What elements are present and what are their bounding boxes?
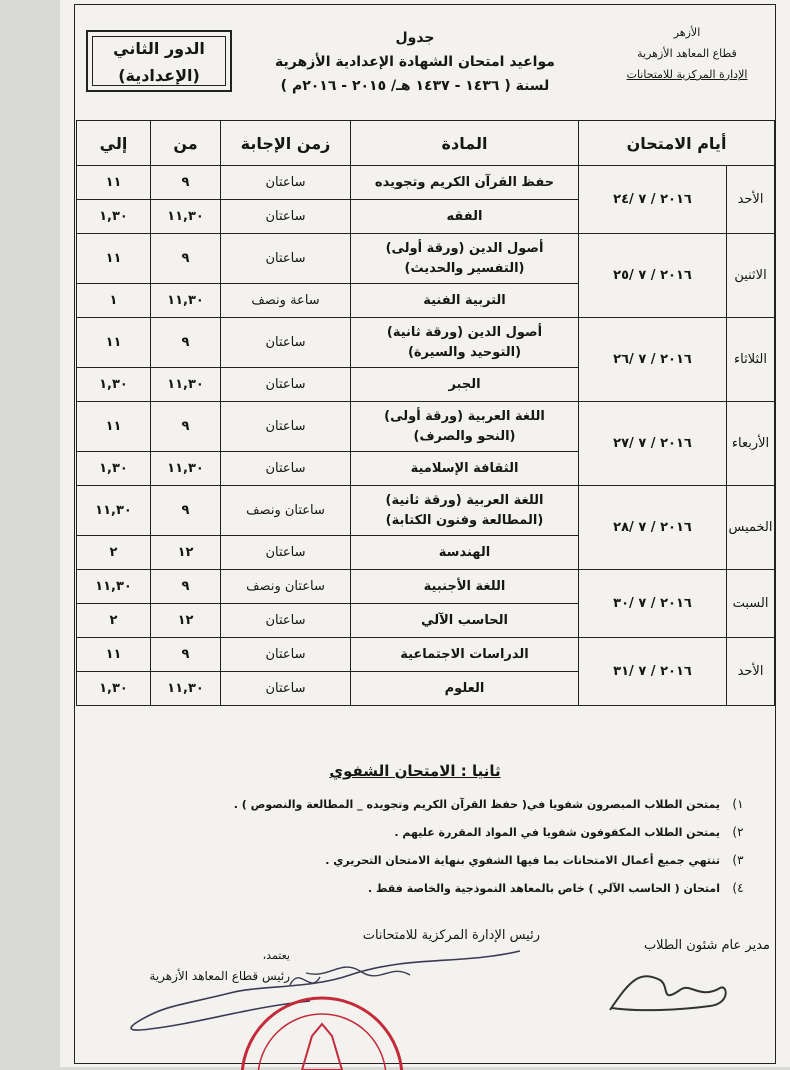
- note-number: ٤): [732, 881, 744, 895]
- duration-cell: ساعتان: [221, 368, 351, 402]
- title-line-1: جدول: [395, 30, 435, 46]
- to-cell: ١١: [77, 638, 151, 672]
- subject-line-1: الجبر: [448, 376, 481, 392]
- header-subject: المادة: [351, 121, 579, 166]
- subject-line-1: أصول الدين (ورقة ثانية): [386, 324, 543, 340]
- signature-approve: يعتمد،: [262, 949, 290, 962]
- day-name-cell: السبت: [727, 570, 775, 638]
- subject-line-1: العلوم: [444, 680, 485, 696]
- date-cell: ٢٠١٦ / ٧ /٣٠: [579, 570, 727, 638]
- date-cell: ٢٠١٦ / ٧ /٢٦: [579, 318, 727, 402]
- day-name-cell: الاثنين: [727, 234, 775, 318]
- signature-left-sub: رئيس قطاع المعاهد الأزهرية: [149, 969, 290, 983]
- subject-line-1: اللغة الأجنبية: [423, 578, 506, 594]
- to-cell: ١١: [77, 234, 151, 284]
- from-cell: ١١,٣٠: [151, 284, 221, 318]
- document-title: [250, 26, 580, 98]
- to-cell: ١١,٣٠: [77, 486, 151, 536]
- to-cell: ١١,٣٠: [77, 570, 151, 604]
- round-line-1: الدور الثاني: [113, 39, 205, 58]
- header-duration: زمن الإجابة: [221, 121, 351, 166]
- org-line-3: الإدارة المركزية للامتحانات: [626, 68, 748, 81]
- table-row: [77, 318, 775, 368]
- exam-schedule-table: [76, 120, 775, 706]
- from-cell: ٩: [151, 166, 221, 200]
- round-line-2: (الإعدادية): [118, 66, 200, 85]
- to-cell: ٢: [77, 604, 151, 638]
- from-cell: ٩: [151, 638, 221, 672]
- from-cell: ١١,٣٠: [151, 672, 221, 706]
- to-cell: ٢: [77, 536, 151, 570]
- to-cell: ١,٣٠: [77, 368, 151, 402]
- exam-round-box: [86, 30, 232, 92]
- table-row: [77, 638, 775, 672]
- from-cell: ١١,٣٠: [151, 368, 221, 402]
- subject-line-1: الهندسة: [438, 544, 491, 560]
- from-cell: ٩: [151, 570, 221, 604]
- to-cell: ١,٣٠: [77, 672, 151, 706]
- subject-cell: [351, 452, 579, 486]
- header-to: إلي: [77, 121, 151, 166]
- subject-cell: [351, 604, 579, 638]
- duration-cell: ساعتان: [221, 166, 351, 200]
- duration-cell: ساعتان: [221, 318, 351, 368]
- subject-line-1: الفقه: [446, 208, 483, 224]
- subject-line-1: اللغة العربية (ورقة ثانية): [385, 492, 544, 508]
- duration-cell: ساعتان: [221, 452, 351, 486]
- subject-line-1: اللغة العربية (ورقة أولى): [384, 408, 545, 424]
- table-row: [77, 402, 775, 452]
- subject-line-1: التربية الفنية: [423, 292, 506, 308]
- note-item: [90, 846, 756, 874]
- note-text: امتحان ( الحاسب الآلي ) خاص بالمعاهد النموذجية والخاصة فقط .: [367, 881, 720, 895]
- from-cell: ٩: [151, 318, 221, 368]
- subject-line-2: (المطالعة وفنون الكتابة): [385, 512, 544, 528]
- date-cell: ٢٠١٦ / ٧ /٢٨: [579, 486, 727, 570]
- note-number: ١): [732, 797, 744, 811]
- subject-line-1: الدراسات الاجتماعية: [400, 646, 529, 662]
- date-cell: ٢٠١٦ / ٧ /٢٤: [579, 166, 727, 234]
- table-row: [77, 166, 775, 200]
- from-cell: ٩: [151, 234, 221, 284]
- note-text: يمتحن الطلاب المكفوفون شفويا في المواد المقررة عليهم .: [394, 825, 720, 839]
- organization-header: [612, 22, 762, 85]
- to-cell: ١,٣٠: [77, 452, 151, 486]
- to-cell: ١١: [77, 402, 151, 452]
- subject-cell: [351, 570, 579, 604]
- subject-line-1: الحاسب الآلي: [421, 612, 508, 628]
- subject-cell: [351, 318, 579, 368]
- subject-line-2: (التوحيد والسيرة): [407, 344, 522, 360]
- duration-cell: ساعتان: [221, 638, 351, 672]
- duration-cell: ساعتان: [221, 234, 351, 284]
- subject-line-1: حفظ القرآن الكريم وتجويده: [374, 174, 555, 190]
- duration-cell: ساعة ونصف: [221, 284, 351, 318]
- note-text: تنتهي جميع أعمال الامتحانات بما فيها الشفوي بنهاية الامتحان التحريري .: [325, 853, 720, 867]
- title-line-2: مواعيد امتحان الشهادة الإعدادية الأزهرية: [275, 54, 555, 70]
- note-text: يمتحن الطلاب المبصرون شفويا في( حفظ القرآن الكريم وتجويده _ المطالعة والنصوص ) .: [233, 797, 720, 811]
- duration-cell: ساعتان: [221, 604, 351, 638]
- from-cell: ١١,٣٠: [151, 452, 221, 486]
- subject-cell: [351, 368, 579, 402]
- header-from: من: [151, 121, 221, 166]
- to-cell: ١: [77, 284, 151, 318]
- table-row: [77, 234, 775, 284]
- schedule-body: [77, 166, 775, 706]
- oral-notes: [90, 790, 756, 902]
- duration-cell: ساعتان ونصف: [221, 570, 351, 604]
- date-cell: ٢٠١٦ / ٧ /٢٥: [579, 234, 727, 318]
- subject-cell: [351, 536, 579, 570]
- from-cell: ١٢: [151, 604, 221, 638]
- to-cell: ١,٣٠: [77, 200, 151, 234]
- official-stamp: [232, 990, 412, 1070]
- day-name-cell: الخميس: [727, 486, 775, 570]
- note-item: [90, 790, 756, 818]
- date-cell: ٢٠١٦ / ٧ /٢٧: [579, 402, 727, 486]
- org-line-2: قطاع المعاهد الأزهرية: [637, 47, 737, 60]
- duration-cell: ساعتان: [221, 672, 351, 706]
- from-cell: ٩: [151, 486, 221, 536]
- duration-cell: ساعتان: [221, 402, 351, 452]
- day-name-cell: الأحد: [727, 166, 775, 234]
- day-name-cell: الأحد: [727, 638, 775, 706]
- date-cell: ٢٠١٦ / ٧ /٣١: [579, 638, 727, 706]
- duration-cell: ساعتان ونصف: [221, 486, 351, 536]
- subject-cell: [351, 672, 579, 706]
- subject-cell: [351, 234, 579, 284]
- duration-cell: ساعتان: [221, 200, 351, 234]
- subject-line-1: أصول الدين (ورقة أولى): [385, 240, 544, 256]
- table-header-row: [77, 121, 775, 166]
- subject-cell: [351, 402, 579, 452]
- signature-left-title: رئيس الإدارة المركزية للامتحانات: [362, 928, 540, 943]
- subject-cell: [351, 638, 579, 672]
- table-row: [77, 570, 775, 604]
- from-cell: ١٢: [151, 536, 221, 570]
- oral-exam-title: ثانيا : الامتحان الشفوي: [329, 762, 501, 780]
- signature-right-title: مدير عام شئون الطلاب: [643, 938, 770, 953]
- from-cell: ٩: [151, 402, 221, 452]
- handwritten-signature-right: [600, 960, 740, 1020]
- subject-cell: [351, 200, 579, 234]
- note-item: [90, 818, 756, 846]
- org-line-1: الأزهر: [673, 26, 701, 39]
- day-name-cell: الثلاثاء: [727, 318, 775, 402]
- subject-line-1: الثقافة الإسلامية: [410, 460, 519, 476]
- note-number: ٢): [732, 825, 744, 839]
- subject-cell: [351, 486, 579, 536]
- signature-block-right: [590, 938, 770, 953]
- note-item: [90, 874, 756, 902]
- subject-line-2: (التفسير والحديث): [404, 260, 525, 276]
- from-cell: ١١,٣٠: [151, 200, 221, 234]
- note-number: ٣): [732, 853, 744, 867]
- to-cell: ١١: [77, 166, 151, 200]
- to-cell: ١١: [77, 318, 151, 368]
- header-days: أيام الامتحان: [579, 121, 775, 166]
- duration-cell: ساعتان: [221, 536, 351, 570]
- subject-cell: [351, 284, 579, 318]
- subject-cell: [351, 166, 579, 200]
- subject-line-2: (النحو والصرف): [413, 428, 516, 444]
- title-line-3: لسنة ( ١٤٣٦ - ١٤٣٧ هـ/ ٢٠١٥ - ٢٠١٦م ): [280, 78, 550, 94]
- table-row: [77, 486, 775, 536]
- day-name-cell: الأربعاء: [727, 402, 775, 486]
